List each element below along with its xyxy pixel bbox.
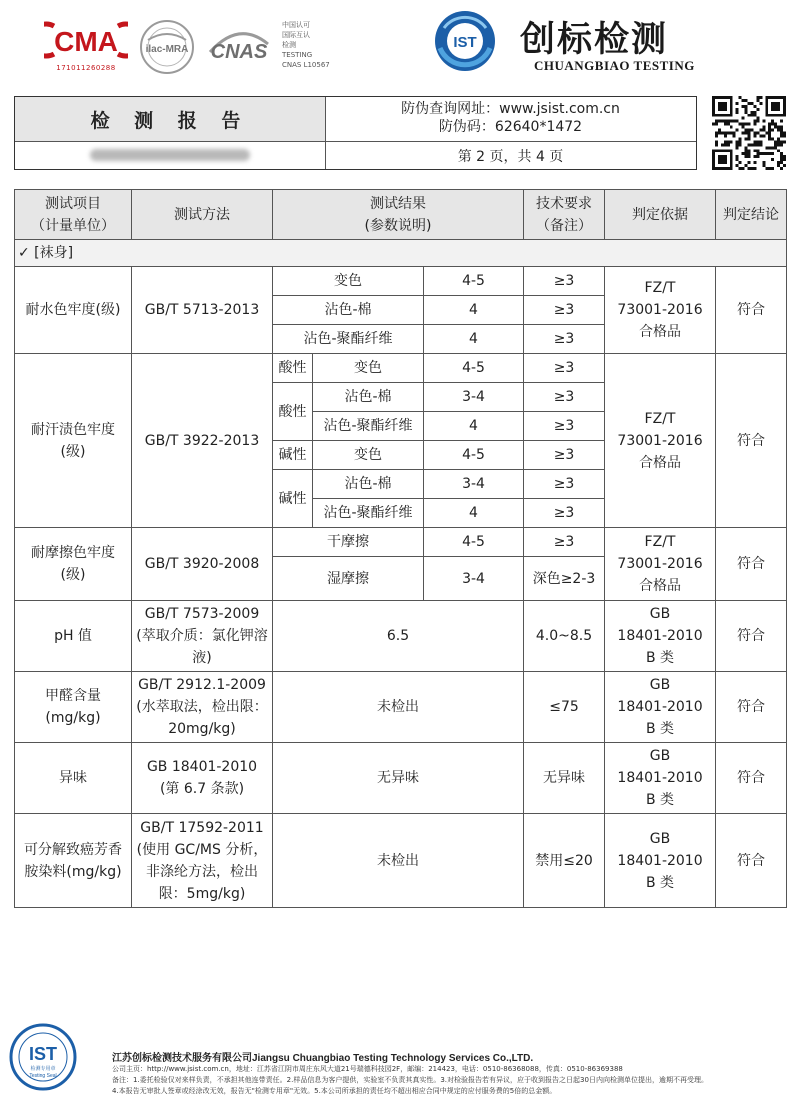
basis-formaldehyde: GB 18401-2010 B 类 [605, 672, 716, 743]
cnas-caption: 中国认可 国际互认 检测 TESTING CNAS L10567 [282, 21, 330, 69]
conclusion-sweat: 符合 [716, 354, 787, 528]
verify-url: 防伪查询网址：www.jsist.com.cn [401, 101, 620, 117]
footer-note-1: 备注：1.委托检验仅对来样负责，不承担其他连带责任。2.样品信息为客户提供，实验室不负责其真实性。3.对检验报告若有异议，应于收到报告之日起30日内向检测单位提出，逾期不再受理。 [112, 1076, 708, 1084]
report-number-blurred [15, 141, 325, 169]
footer-contact: 公司主页：http://www.jsist.com.cn，地址：江苏省江阴市周庄东风大道21号瑞德科技园2F，邮编：214423，电话：0510-86368088，传真：0510-86369388 [112, 1065, 623, 1073]
basis-rub: FZ/T 73001-2016 合格品 [605, 528, 716, 601]
basis-ph: GB 18401-2010 B 类 [605, 601, 716, 672]
col-header-method: 测试方法 [132, 190, 273, 240]
seal-en-text: Testing Seal [29, 1073, 57, 1079]
method-amine: GB/T 17592-2011 (使用 GC/MS 分析， 非涤纶方法，检出 限：5mg/kg) [132, 814, 273, 908]
method-rub: GB/T 3920-2008 [132, 528, 273, 601]
item-amine: 可分解致癌芳香 胺染料(mg/kg) [15, 814, 132, 908]
value-odor: 无异味 [273, 743, 524, 814]
item-ph: pH 值 [15, 601, 132, 672]
report-header [14, 96, 697, 170]
cma-text: CMA [54, 26, 118, 57]
cnas-text: CNAS [210, 41, 268, 63]
table-row: 沾色-棉 4 ≥3 [15, 296, 787, 325]
req-odor: 无异味 [524, 743, 605, 814]
footer-company: 江苏创标检测技术服务有限公司Jiangsu Chuangbiao Testing Technology Services Co.,LTD. [112, 1053, 534, 1064]
method-water: GB/T 5713-2013 [132, 267, 273, 354]
conclusion-water: 符合 [716, 267, 787, 354]
conclusion-formaldehyde: 符合 [716, 672, 787, 743]
item-odor: 异味 [15, 743, 132, 814]
table-row: 碱性 变色 4-5 ≥3 [15, 441, 787, 470]
value-amine: 未检出 [273, 814, 524, 908]
value-formaldehyde: 未检出 [273, 672, 524, 743]
section-row [15, 240, 787, 267]
col-header-req: 技术要求 （备注） [524, 190, 605, 240]
table-row: 酸性 沾色-棉 3-4 ≥3 [15, 383, 787, 412]
group-acid: 酸性 [273, 383, 313, 441]
report-header-left [15, 97, 326, 169]
table-row: 碱性 沾色-棉 3-4 ≥3 [15, 470, 787, 499]
ilac-mra-logo [138, 18, 196, 76]
req-amine: 禁用≤20 [524, 814, 605, 908]
table-row: 耐汗渍色牢度 (级) GB/T 3922-2013 酸性 变色 4-5 ≥3 FZ/T 73001-2016 合格品 符合 [15, 354, 787, 383]
report-title: 检 测 报 告 [15, 97, 325, 142]
report-header-right [325, 97, 696, 169]
table-row: 湿摩擦 3-4 深色≥2-3 [15, 557, 787, 601]
basis-odor: GB 18401-2010 B 类 [605, 743, 716, 814]
value-ph: 6.5 [273, 601, 524, 672]
results-table [14, 189, 787, 908]
brand-name-cn: 创标检测 [520, 19, 669, 60]
basis-amine: GB 18401-2010 B 类 [605, 814, 716, 908]
table-row [15, 601, 787, 672]
col-header-conclusion: 判定结论 [716, 190, 787, 240]
testing-seal [8, 1022, 78, 1092]
basis-sweat: FZ/T 73001-2016 合格品 [605, 354, 716, 528]
conclusion-rub: 符合 [716, 528, 787, 601]
conclusion-amine: 符合 [716, 814, 787, 908]
method-sweat: GB/T 3922-2013 [132, 354, 273, 528]
ist-logo [432, 8, 498, 74]
cma-number: 171011260288 [56, 64, 116, 72]
method-formaldehyde: GB/T 2912.1-2009 (水萃取法，检出限： 20mg/kg) [132, 672, 273, 743]
table-row [15, 743, 787, 814]
table-header-row [15, 190, 787, 240]
cnas-logo [204, 24, 274, 70]
ist-logo-text: IST [453, 34, 477, 51]
brand-name-en: CHUANGBIAO TESTING [534, 58, 695, 73]
table-row: 耐摩擦色牢度 (级) GB/T 3920-2008 干摩擦 4-5 ≥3 FZ/T 73001-2016 合格品 符合 [15, 528, 787, 557]
qr-code-icon [712, 96, 786, 170]
table-row: 沾色-聚酯纤维 4 ≥3 [15, 412, 787, 441]
req-formaldehyde: ≤75 [524, 672, 605, 743]
table-row: 沾色-聚酯纤维 4 ≥3 [15, 499, 787, 528]
item-sweat: 耐汗渍色牢度 (级) [15, 354, 132, 528]
col-header-basis: 判定依据 [605, 190, 716, 240]
col-header-item: 测试项目 （计量单位） [15, 190, 132, 240]
blurred-text [90, 149, 250, 161]
item-rub: 耐摩擦色牢度 (级) [15, 528, 132, 601]
ilac-text: ilac-MRA [145, 44, 189, 55]
group-alkali: 碱性 [273, 470, 313, 528]
conclusion-odor: 符合 [716, 743, 787, 814]
conclusion-ph: 符合 [716, 601, 787, 672]
table-row [15, 814, 787, 908]
group-acid: 酸性 [273, 354, 313, 383]
method-odor: GB 18401-2010 (第 6.7 条款) [132, 743, 273, 814]
item-water: 耐水色牢度(级) [15, 267, 132, 354]
seal-logo-text: IST [28, 1044, 58, 1064]
basis-water: FZ/T 73001-2016 合格品 [605, 267, 716, 354]
page-indicator: 第 2 页，共 4 页 [325, 141, 696, 170]
seal-sub-text: 检测专用章 [30, 1066, 56, 1072]
group-alkali: 碱性 [273, 441, 313, 470]
cma-logo [44, 20, 128, 60]
section-label: ✓ [袜身] [15, 240, 787, 267]
col-header-result: 测试结果 (参数说明) [273, 190, 524, 240]
table-row: 沾色-聚酯纤维 4 ≥3 [15, 325, 787, 354]
req-ph: 4.0~8.5 [524, 601, 605, 672]
item-formaldehyde: 甲醛含量 (mg/kg) [15, 672, 132, 743]
footer-note-2: 4.本报告无审批人签章或经涂改无效，报告无"检测专用章"无效。5.本公司所承担的责任均不超出相应合同中规定的应付服务费的5倍的总金额。 [112, 1087, 557, 1095]
table-row: 耐水色牢度(级) GB/T 5713-2013 变色 4-5 ≥3 FZ/T 73001-2016 合格品 符合 [15, 267, 787, 296]
anti-counterfeit-code: 防伪码：62640*1472 [438, 119, 583, 135]
table-row [15, 672, 787, 743]
method-ph: GB/T 7573-2009 (萃取介质：氯化钾溶 液) [132, 601, 273, 672]
